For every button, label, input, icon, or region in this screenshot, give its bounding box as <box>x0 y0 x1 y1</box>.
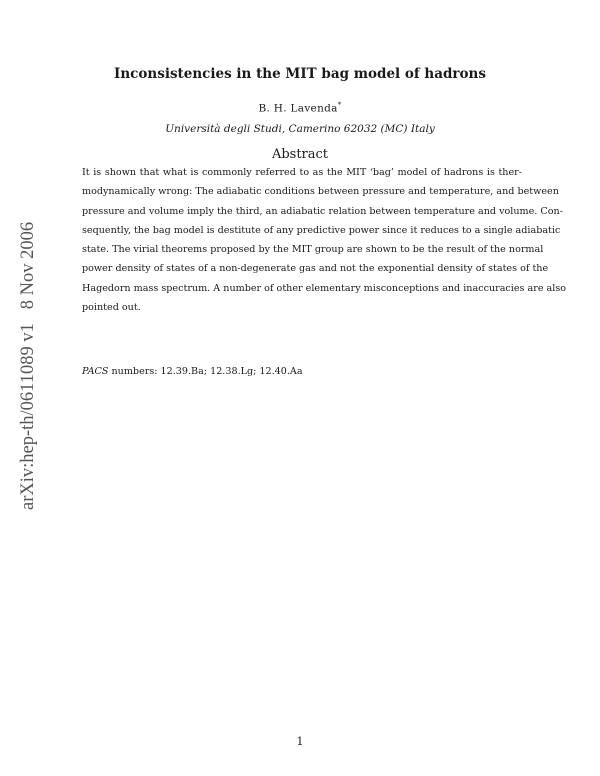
author-name: B. H. Lavenda <box>258 102 338 115</box>
author-line <box>0 101 600 115</box>
abstract-line: It is shown that what is commonly referred to as the MIT ‘bag’ model of hadrons is ther- <box>82 167 522 178</box>
arxiv-side-stamp: arXiv:hep-th/0611089 v1 8 Nov 2006 <box>18 221 38 510</box>
pacs-label: PACS <box>82 366 109 377</box>
author-footnote-mark: * <box>337 101 342 109</box>
abstract-line: sequently, the bag model is destitute of any predictive power since it reduces to a single adiabatic <box>82 224 561 236</box>
page-number: 1 <box>296 735 304 748</box>
abstract-line: state. The virial theorems proposed by the MIT group are shown to be the result of the normal <box>82 244 544 256</box>
paper-title: Inconsistencies in the MIT bag model of hadrons <box>114 66 486 82</box>
pacs-numbers: numbers: 12.39.Ba; 12.38.Lg; 12.40.Aa <box>108 366 303 377</box>
pacs-line <box>82 366 303 377</box>
abstract-line: pressure and volume imply the third, an adiabatic relation between temperature and volume. Con- <box>82 205 563 217</box>
abstract-line: power density of states of a non-degenerate gas and not the exponential density of states of the <box>82 263 549 275</box>
abstract-line: Hagedorn mass spectrum. A number of other elementary misconceptions and inaccuracies are also <box>82 282 567 294</box>
affiliation: Università degli Studi, Camerino 62032 (MC) Italy <box>165 123 435 135</box>
abstract-heading: Abstract <box>271 147 329 162</box>
abstract-line: pointed out. <box>82 302 141 314</box>
abstract-body <box>82 163 567 317</box>
abstract-line: modynamically wrong: The adiabatic conditions between pressure and temperature, and between <box>82 186 559 198</box>
